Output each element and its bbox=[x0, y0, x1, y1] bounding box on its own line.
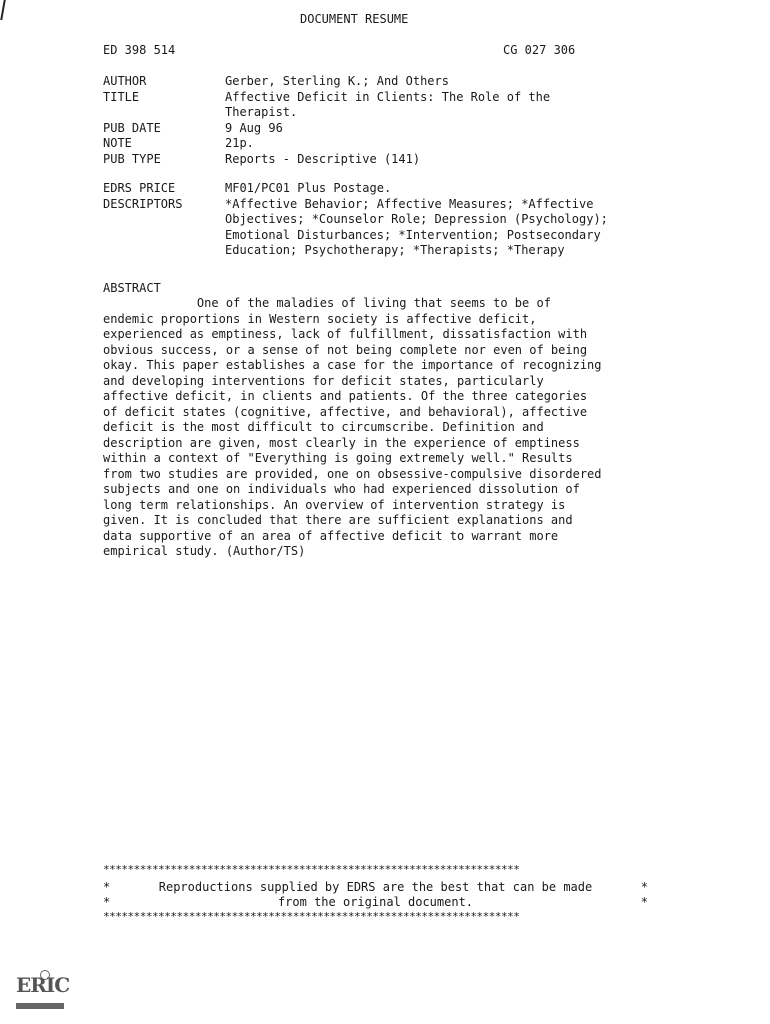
field-label: EDRS PRICE bbox=[103, 181, 176, 195]
field-value: MF01/PC01 Plus Postage. bbox=[225, 181, 392, 195]
footer-star-right: * bbox=[640, 895, 648, 909]
abstract-line: endemic proportions in Western society is affective deficit, bbox=[103, 311, 537, 326]
footer-text-2: from the original document. bbox=[277, 895, 474, 909]
ed-number: ED 398 514 bbox=[103, 43, 176, 57]
field-row bbox=[103, 121, 608, 137]
field-row bbox=[103, 152, 608, 168]
field-row bbox=[103, 228, 608, 244]
field-label: PUB TYPE bbox=[103, 151, 161, 166]
abstract-line: given. It is concluded that there are sufficient explanations and bbox=[103, 513, 573, 527]
footer-star-right: * bbox=[640, 880, 648, 894]
field-value: 9 Aug 96 bbox=[225, 120, 283, 135]
abstract-line: from two studies are provided, one on obsessive-compulsive disordered bbox=[103, 466, 602, 481]
field-row bbox=[103, 105, 608, 121]
field-label bbox=[103, 105, 225, 121]
field-row bbox=[103, 90, 608, 106]
abstract-line: One of the maladies of living that seems to be of bbox=[103, 296, 551, 310]
field-row bbox=[103, 136, 608, 152]
abstract-line: experienced as emptiness, lack of fulfillment, dissatisfaction with bbox=[103, 327, 588, 341]
field-group-gap bbox=[103, 167, 608, 181]
field-value: Emotional Disturbances; *Intervention; Postsecondary bbox=[225, 227, 601, 242]
footer-star-left: * bbox=[103, 880, 111, 894]
cg-number: CG 027 306 bbox=[503, 43, 576, 57]
field-value: Affective Deficit in Clients: The Role of the bbox=[225, 89, 551, 104]
field-label bbox=[103, 212, 225, 228]
footer-star-border-bottom: ******************************************************************** bbox=[103, 910, 520, 923]
footer-text-1: Reproductions supplied by EDRS are the best that can be made bbox=[158, 880, 593, 894]
field-row bbox=[103, 74, 608, 90]
field-value: 21p. bbox=[225, 136, 254, 150]
logo-text: ERIC bbox=[16, 973, 70, 997]
field-label bbox=[103, 243, 225, 259]
field-label: NOTE bbox=[103, 136, 132, 150]
field-row bbox=[103, 243, 608, 259]
field-value: Education; Psychotherapy; *Therapists; *Therapy bbox=[225, 243, 565, 257]
field-value: Objectives; *Counselor Role; Depression (Psychology); bbox=[225, 212, 608, 226]
abstract-line: long term relationships. An overview of intervention strategy is bbox=[103, 497, 566, 512]
logo-bar bbox=[16, 1003, 64, 1009]
scan-mark bbox=[0, 0, 10, 20]
abstract-line: within a context of "Everything is going extremely well." Results bbox=[103, 451, 573, 465]
metadata-fields bbox=[103, 74, 608, 259]
abstract-line: data supportive of an area of affective deficit to warrant more bbox=[103, 528, 559, 543]
field-value: Therapist. bbox=[225, 105, 298, 119]
field-row bbox=[103, 181, 608, 197]
abstract-body bbox=[103, 296, 643, 560]
abstract-line: affective deficit, in clients and patients. Of the three categories bbox=[103, 389, 588, 403]
abstract-line: of deficit states (cognitive, affective, and behavioral), affective bbox=[103, 404, 588, 419]
field-row bbox=[103, 197, 608, 213]
abstract-line: description are given, most clearly in the experience of emptiness bbox=[103, 435, 580, 450]
field-row bbox=[103, 212, 608, 228]
field-value: Reports - Descriptive (141) bbox=[225, 151, 421, 166]
abstract-heading: ABSTRACT bbox=[103, 281, 161, 295]
abstract-line: subjects and one on individuals who had experienced dissolution of bbox=[103, 482, 580, 496]
footer-star-left: * bbox=[103, 895, 111, 909]
footer-line-1 bbox=[103, 880, 648, 896]
field-value: *Affective Behavior; Affective Measures; *Affective bbox=[225, 196, 594, 211]
abstract-line: and developing interventions for deficit states, particularly bbox=[103, 373, 544, 388]
field-label: AUTHOR bbox=[103, 74, 147, 88]
field-label bbox=[103, 228, 225, 244]
field-label: PUB DATE bbox=[103, 120, 161, 135]
field-value: Gerber, Sterling K.; And Others bbox=[225, 74, 449, 88]
abstract-line: empirical study. (Author/TS) bbox=[103, 544, 306, 558]
abstract-line: okay. This paper establishes a case for the importance of recognizing bbox=[103, 358, 602, 372]
field-label: TITLE bbox=[103, 89, 140, 104]
document-title: DOCUMENT RESUME bbox=[300, 12, 409, 26]
field-label: DESCRIPTORS bbox=[103, 196, 183, 211]
footer-star-border-top: ******************************************************************** bbox=[103, 863, 520, 876]
abstract-line: deficit is the most difficult to circumscribe. Definition and bbox=[103, 420, 544, 434]
abstract-line: obvious success, or a sense of not being complete nor even of being bbox=[103, 342, 588, 357]
eric-logo bbox=[14, 970, 70, 1012]
